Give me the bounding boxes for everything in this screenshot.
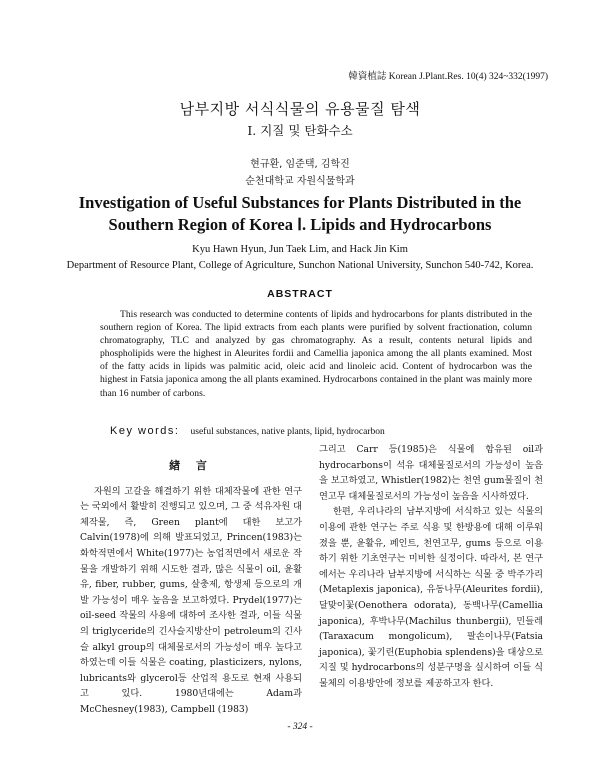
body-right-column <box>319 442 543 692</box>
abstract-text: This research was conducted to determine contents of lipids and hydrocarbons for plants distributed in the southern region of Korea. The lipid extracts from each plants were purified by solvent fractionation, column chromatography, TLC and analyzed by gas chromatography. As a result, contents netural lipids and phospholipids were the highest in Aleurites fordii and Camellia japonica among the all plants examined. Most of the fatty acids in lipids was palmitic acid, oleic acid and linoleic acid. Content of hydrocarbon was the highest in Fatsia japonica among the all plants examined. Hydrocarbons contained in the plant was mainly more than 16 number of carbons. <box>100 309 532 399</box>
abstract-heading: ABSTRACT <box>267 288 333 300</box>
korean-affiliation: 순천대학교 자원식물학과 <box>245 176 355 187</box>
body-left-column <box>80 458 302 718</box>
keywords-line <box>110 419 385 438</box>
keywords-values: useful substances, native plants, lipid, hydrocarbon <box>190 427 385 437</box>
english-authors: Kyu Hawn Hyun, Jun Taek Lim, and Hack Jin Kim <box>192 244 408 255</box>
english-title: Investigation of Useful Substances for Plants Distributed in the Southern Region of Korea Ⅰ. Lipids and Hydrocarbons <box>78 193 522 234</box>
journal-reference: 韓資植誌 Korean J.Plant.Res. 10(4) 324~332(1997) <box>348 72 548 82</box>
abstract-body <box>100 308 532 400</box>
keywords-label: Key words: <box>110 425 180 437</box>
introduction-heading: 緖 言 <box>169 459 213 472</box>
korean-authors: 현규환, 임준택, 김학진 <box>250 159 350 170</box>
page-number: - 324 - <box>287 722 313 732</box>
right-column-paragraph-1: 그리고 Carr 등(1985)은 식물에 함유된 oil과 hydrocarbons이 석유 대체물질로서의 가능성이 높음을 보고하였고, Whistler(1982)는 천연 gum물질이 천연고무 대체물질로서의 가능성이 높음을 시사하였다. <box>319 444 543 502</box>
korean-subtitle: Ⅰ. 지질 및 탄화수소 <box>247 123 353 138</box>
korean-title: 남부지방 서식식물의 유용물질 탐색 <box>179 100 421 118</box>
english-affiliation: Department of Resource Plant, College of Agriculture, Sunchon National University, Sunchon 540-742, Korea. <box>66 260 534 271</box>
left-column-paragraph: 자원의 고갈을 해결하기 위한 대체작물에 관한 연구는 국외에서 활발히 진행되고 있으며, 그 중 석유자원 대체작물, 즉, Green plant에 대한 보고가 Calvin(1978)에 의해 발표되었고, Princen(1983)는 화학적면에서 White(1977)는 농업적면에서 새로운 작물을 개발하기 위해 시도한 결과, 많은 식물이 oil, 윤활유, fiber, rubber, gums, 살충제, 항생제 등으로의 개발 가능성이 매우 높음을 보고하였다. Prydel(1977)는 oil-seed 작물의 사용에 대하여 조사한 결과, 이들 식물의 triglyceride의 긴사슬지방산이 petroleum의 긴사슬 alkyl group의 대체물로서의 가능성이 매우 높다고 하였는데 이들 식물은 coating, plasticizers, nylons, lubricants와 glycerol등 산업적 용도로 현재 사용되고 있다. 1980년대에는 Adam과 McChesney(1983), Campbell (1983) <box>80 485 302 715</box>
right-column-paragraph-2: 한편, 우리나라의 남부지방에 서식하고 있는 식물의 이용에 관한 연구는 주로 식용 및 한방용에 대해 이루워졌을 뿐, 윤활유, 페인트, 천연고무, gums 등으로 이용하기 위한 기초연구는 미비한 실정이다. 따라서, 본 연구에서는 우리나라 남부지방에 서식하는 식물 중 박주가리(Metaplexis japonica), 유동나무(Aleurites fordii), 달맞이꽃(Oenothera odorata), 동백나무(Camellia japonica), 후박나무(Machilus thunbergii), 민들레(Taraxacum mongolicum), 팔손이나무(Fatsia japonica), 꽃기린(Euphobia splendens)을 대상으로 지질 및 hydrocarbons의 성분구명을 실시하여 이들 식물체의 이용방안에 정보를 제공하고자 한다. <box>319 506 543 689</box>
